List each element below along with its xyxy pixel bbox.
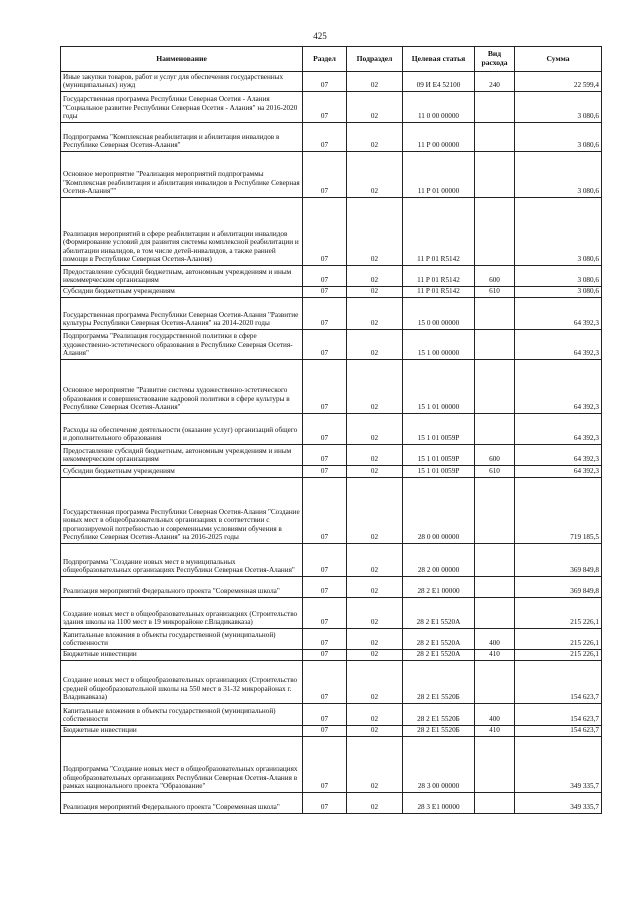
row-target-article: 28 2 Е1 5520Б — [403, 726, 475, 737]
row-sum: 215 226,1 — [515, 650, 602, 661]
row-razdel: 07 — [303, 466, 347, 478]
row-target-article: 11 Р 01 R5142 — [403, 266, 475, 287]
row-expense-type — [475, 598, 515, 629]
row-expense-type — [475, 793, 515, 814]
row-razdel: 07 — [303, 598, 347, 629]
row-sum: 369 849,8 — [515, 577, 602, 598]
row-target-article: 15 0 00 00000 — [403, 298, 475, 330]
row-podrazdel: 02 — [347, 466, 403, 478]
row-target-article: 28 2 Е1 00000 — [403, 577, 475, 598]
row-podrazdel: 02 — [347, 650, 403, 661]
header-podrazdel: Подраздел — [347, 47, 403, 72]
row-razdel: 07 — [303, 266, 347, 287]
row-razdel: 07 — [303, 793, 347, 814]
row-name: Основное мероприятие "Развитие системы художественно-эстетического образования и совершенствование кадровой политики в сфере культуры в Республике Северная Осетия-Алания" — [61, 360, 303, 414]
header-target-article: Целевая статья — [403, 47, 475, 72]
budget-table — [60, 46, 602, 814]
row-razdel: 07 — [303, 629, 347, 650]
row-name: Государственная программа Республики Северная Осетия - Алания "Социальное развитие Республики Северная Осетия - Алания" на 2016-2020 годы — [61, 92, 303, 123]
row-razdel: 07 — [303, 298, 347, 330]
row-target-article: 11 Р 00 00000 — [403, 123, 475, 152]
row-razdel: 07 — [303, 704, 347, 726]
table-row — [61, 577, 602, 598]
row-sum: 154 623,7 — [515, 704, 602, 726]
row-podrazdel: 02 — [347, 577, 403, 598]
row-podrazdel: 02 — [347, 598, 403, 629]
row-razdel: 07 — [303, 726, 347, 737]
table-row — [61, 266, 602, 287]
row-name: Подпрограмма "Создание новых мест в муниципальных общеобразовательных организациях Республики Северная Осетия-Алания" — [61, 544, 303, 577]
row-target-article: 15 1 01 0059Р — [403, 445, 475, 466]
row-target-article: 09 И Е4 52100 — [403, 72, 475, 92]
row-target-article: 11 0 00 00000 — [403, 92, 475, 123]
row-podrazdel: 02 — [347, 266, 403, 287]
row-name: Государственная программа Республики Северная Осетия-Алания "Развитие культуры Республики Северная Осетия-Алания" на 2014-2020 годы — [61, 298, 303, 330]
row-expense-type — [475, 577, 515, 598]
row-target-article: 28 2 Е1 5520Б — [403, 661, 475, 704]
table-row — [61, 629, 602, 650]
row-target-article: 15 1 01 0059Р — [403, 466, 475, 478]
row-target-article: 15 1 00 00000 — [403, 330, 475, 360]
row-razdel: 07 — [303, 123, 347, 152]
row-target-article: 11 Р 01 00000 — [403, 152, 475, 198]
row-name: Субсидии бюджетным учреждениям — [61, 466, 303, 478]
row-name: Основное мероприятие "Реализация мероприятий подпрограммы "Комплексная реабилитация и абилитация инвалидов в Республике Северная Осетия-Алания"" — [61, 152, 303, 198]
row-sum: 64 392,3 — [515, 414, 602, 445]
row-sum: 64 392,3 — [515, 330, 602, 360]
row-name: Создание новых мест в общеобразовательных организациях (Строительство здания школы на 1100 мест в 19 микрорайоне г.Владикавказа) — [61, 598, 303, 629]
table-row — [61, 598, 602, 629]
row-podrazdel: 02 — [347, 445, 403, 466]
row-sum: 3 080,6 — [515, 123, 602, 152]
row-expense-type — [475, 330, 515, 360]
row-podrazdel: 02 — [347, 544, 403, 577]
table-row — [61, 661, 602, 704]
row-podrazdel: 02 — [347, 330, 403, 360]
row-razdel: 07 — [303, 737, 347, 793]
table-row — [61, 737, 602, 793]
row-expense-type: 610 — [475, 466, 515, 478]
row-name: Создание новых мест в общеобразовательных организациях (Строительство средней общеобразовательной школы на 550 мест в 31-32 микрорайонах г. Владикавказа) — [61, 661, 303, 704]
row-razdel: 07 — [303, 577, 347, 598]
row-target-article: 28 2 Е1 5520А — [403, 629, 475, 650]
row-name: Бюджетные инвестиции — [61, 726, 303, 737]
row-target-article: 11 Р 01 R5142 — [403, 198, 475, 266]
row-sum: 154 623,7 — [515, 661, 602, 704]
table-header-row — [61, 47, 602, 72]
row-expense-type: 240 — [475, 72, 515, 92]
row-sum: 369 849,8 — [515, 544, 602, 577]
row-name: Реализация мероприятий Федерального проекта "Современная школа" — [61, 793, 303, 814]
row-sum: 349 335,7 — [515, 793, 602, 814]
row-razdel: 07 — [303, 650, 347, 661]
row-target-article: 15 1 01 0059Р — [403, 414, 475, 445]
row-razdel: 07 — [303, 445, 347, 466]
table-row — [61, 198, 602, 266]
table-row — [61, 72, 602, 92]
page-number: 425 — [313, 31, 327, 41]
row-expense-type — [475, 123, 515, 152]
row-expense-type: 610 — [475, 287, 515, 298]
header-sum: Сумма — [515, 47, 602, 72]
row-razdel: 07 — [303, 544, 347, 577]
table-row — [61, 298, 602, 330]
row-expense-type — [475, 152, 515, 198]
row-razdel: 07 — [303, 414, 347, 445]
row-podrazdel: 02 — [347, 287, 403, 298]
row-expense-type — [475, 414, 515, 445]
row-podrazdel: 02 — [347, 478, 403, 544]
row-sum: 215 226,1 — [515, 629, 602, 650]
row-name: Расходы на обеспечение деятельности (оказание услуг) организаций общего и дополнительного образования — [61, 414, 303, 445]
row-expense-type: 600 — [475, 266, 515, 287]
row-expense-type — [475, 661, 515, 704]
row-name: Государственная программа Республики Северная Осетия-Алания "Создание новых мест в общеобразовательных организациях в соответствии с прогнозируемой потребностью и современными условиями обучения в Республике Северная Осетия-Алания" на 2016-2025 годы — [61, 478, 303, 544]
row-expense-type — [475, 198, 515, 266]
row-podrazdel: 02 — [347, 123, 403, 152]
table-row — [61, 793, 602, 814]
row-expense-type: 410 — [475, 650, 515, 661]
row-razdel: 07 — [303, 330, 347, 360]
row-sum: 215 226,1 — [515, 598, 602, 629]
row-sum: 64 392,3 — [515, 466, 602, 478]
row-name: Бюджетные инвестиции — [61, 650, 303, 661]
table-row — [61, 478, 602, 544]
row-expense-type — [475, 544, 515, 577]
row-name: Предоставление субсидий бюджетным, автономным учреждениям и иным некоммерческим организациям — [61, 266, 303, 287]
row-expense-type — [475, 92, 515, 123]
row-target-article: 28 2 Е1 5520А — [403, 650, 475, 661]
row-name: Подпрограмма "Реализация государственной политики в сфере художественно-эстетического образования в Республике Северная Осетия-Алания" — [61, 330, 303, 360]
row-sum: 3 080,6 — [515, 287, 602, 298]
row-podrazdel: 02 — [347, 793, 403, 814]
row-podrazdel: 02 — [347, 72, 403, 92]
row-podrazdel: 02 — [347, 629, 403, 650]
row-razdel: 07 — [303, 360, 347, 414]
row-name: Реализация мероприятий в сфере реабилитации и абилитации инвалидов (Формирование условий для развития системы комплексной реабилитации и абилитации инвалидов, в том числе детей-инвалидов, а также ранней помощи в Республике Северная Осетия-Алания) — [61, 198, 303, 266]
row-sum: 64 392,3 — [515, 298, 602, 330]
table-row — [61, 704, 602, 726]
header-razdel: Раздел — [303, 47, 347, 72]
row-sum: 719 185,5 — [515, 478, 602, 544]
row-razdel: 07 — [303, 198, 347, 266]
table-row — [61, 650, 602, 661]
row-target-article: 28 3 00 00000 — [403, 737, 475, 793]
table-row — [61, 544, 602, 577]
row-razdel: 07 — [303, 92, 347, 123]
row-podrazdel: 02 — [347, 661, 403, 704]
header-name: Наименование — [61, 47, 303, 72]
row-sum: 3 080,6 — [515, 198, 602, 266]
row-name: Субсидии бюджетным учреждениям — [61, 287, 303, 298]
table-row — [61, 726, 602, 737]
table-row — [61, 152, 602, 198]
row-podrazdel: 02 — [347, 152, 403, 198]
row-target-article: 28 2 Е1 5520Б — [403, 704, 475, 726]
row-target-article: 28 2 00 00000 — [403, 544, 475, 577]
row-podrazdel: 02 — [347, 198, 403, 266]
row-name: Подпрограмма "Комплексная реабилитация и абилитация инвалидов в Республике Северная Осетия-Алания" — [61, 123, 303, 152]
table-row — [61, 360, 602, 414]
row-target-article: 28 2 Е1 5520А — [403, 598, 475, 629]
table-row — [61, 92, 602, 123]
table-row — [61, 466, 602, 478]
row-sum: 349 335,7 — [515, 737, 602, 793]
table-row — [61, 445, 602, 466]
row-expense-type: 600 — [475, 445, 515, 466]
row-expense-type — [475, 478, 515, 544]
row-expense-type — [475, 737, 515, 793]
row-podrazdel: 02 — [347, 360, 403, 414]
header-expense-type: Вид расхода — [475, 47, 515, 72]
row-target-article: 15 1 01 00000 — [403, 360, 475, 414]
row-razdel: 07 — [303, 661, 347, 704]
row-podrazdel: 02 — [347, 737, 403, 793]
row-target-article: 11 Р 01 R5142 — [403, 287, 475, 298]
row-razdel: 07 — [303, 478, 347, 544]
row-razdel: 07 — [303, 152, 347, 198]
row-expense-type — [475, 360, 515, 414]
row-razdel: 07 — [303, 287, 347, 298]
row-name: Подпрограмма "Создание новых мест в общеобразовательных организациях общеобразовательных организациях Республики Северная Осетия-Алания в рамках национального проекта "Образование" — [61, 737, 303, 793]
table-row — [61, 123, 602, 152]
row-sum: 22 599,4 — [515, 72, 602, 92]
row-name: Капитальные вложения в объекты государственной (муниципальной) собственности — [61, 629, 303, 650]
row-name: Реализация мероприятий Федерального проекта "Современная школа" — [61, 577, 303, 598]
row-sum: 64 392,3 — [515, 445, 602, 466]
row-target-article: 28 0 00 00000 — [403, 478, 475, 544]
row-razdel: 07 — [303, 72, 347, 92]
row-expense-type: 400 — [475, 704, 515, 726]
table-row — [61, 414, 602, 445]
row-sum: 154 623,7 — [515, 726, 602, 737]
row-expense-type — [475, 298, 515, 330]
row-podrazdel: 02 — [347, 298, 403, 330]
table-row — [61, 287, 602, 298]
row-expense-type: 410 — [475, 726, 515, 737]
row-sum: 3 080,6 — [515, 266, 602, 287]
row-podrazdel: 02 — [347, 726, 403, 737]
row-target-article: 28 3 Е1 00000 — [403, 793, 475, 814]
row-podrazdel: 02 — [347, 92, 403, 123]
row-sum: 64 392,3 — [515, 360, 602, 414]
row-podrazdel: 02 — [347, 414, 403, 445]
row-name: Капитальные вложения в объекты государственной (муниципальной) собственности — [61, 704, 303, 726]
row-name: Предоставление субсидий бюджетным, автономным учреждениям и иным некоммерческим организациям — [61, 445, 303, 466]
row-sum: 3 080,6 — [515, 92, 602, 123]
row-name: Иные закупки товаров, работ и услуг для обеспечения государственных (муниципальных) нужд — [61, 72, 303, 92]
row-podrazdel: 02 — [347, 704, 403, 726]
table-row — [61, 330, 602, 360]
row-sum: 3 080,6 — [515, 152, 602, 198]
row-expense-type: 400 — [475, 629, 515, 650]
